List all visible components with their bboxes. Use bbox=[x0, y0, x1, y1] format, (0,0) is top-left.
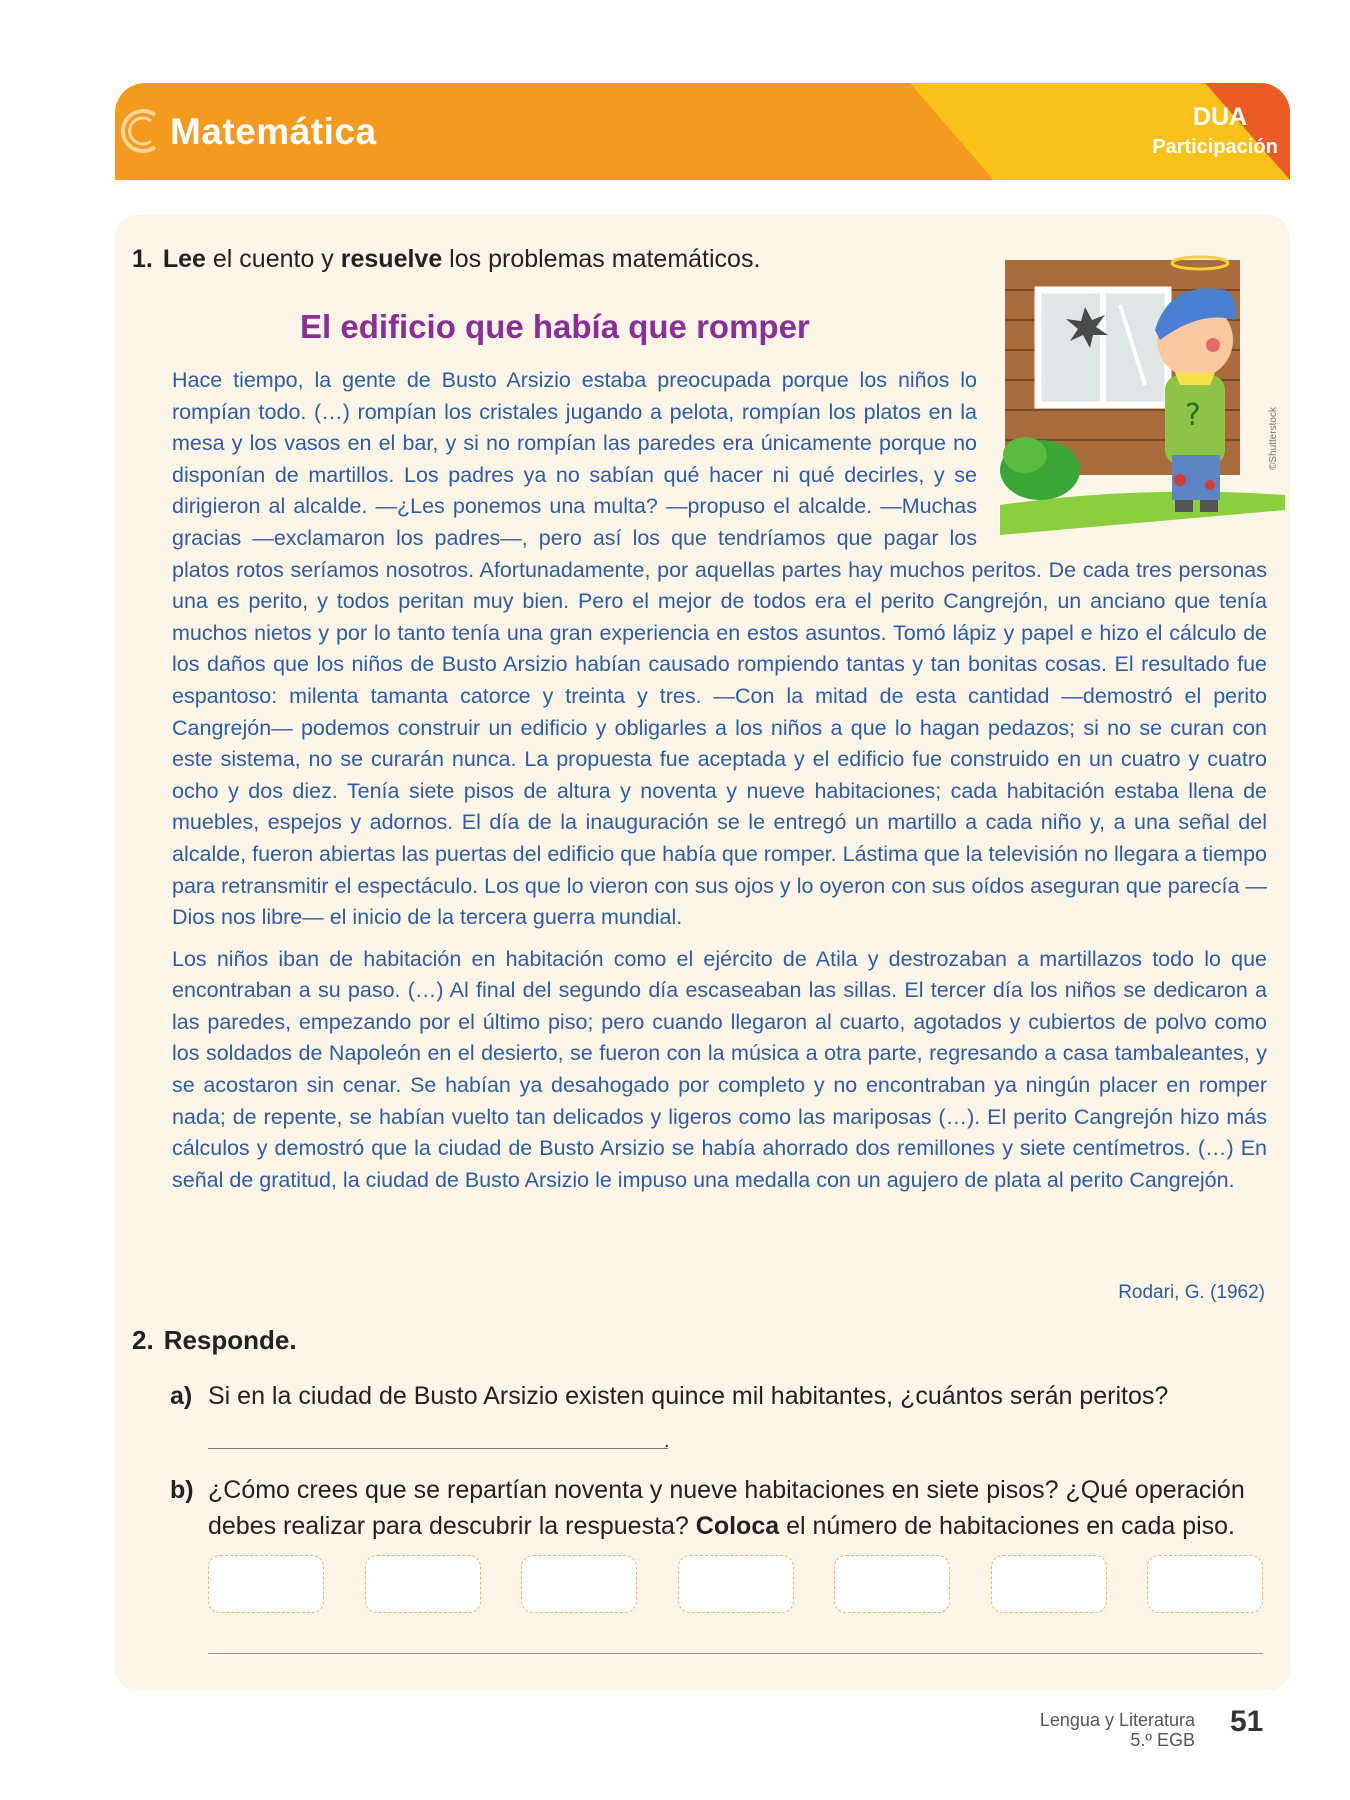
grade-label: 5.º EGB bbox=[1130, 1730, 1195, 1750]
question-verb: Coloca bbox=[695, 1512, 780, 1540]
question-text-part: el número de habitaciones en cada piso. bbox=[779, 1512, 1235, 1540]
question-text-part: ¿Cómo crees que se repartían noventa y nueve habitaciones en siete pisos? ¿Qué operación debes realizar para descubrir la respuesta? bbox=[208, 1476, 1245, 1540]
question-text: Si en la ciudad de Busto Arsizio existen quince mil habitantes, ¿cuántos serán peritos? bbox=[208, 1382, 1169, 1410]
c-logo-icon bbox=[115, 103, 167, 159]
story-paragraph bbox=[172, 365, 1267, 934]
svg-text:?: ? bbox=[1185, 398, 1201, 433]
answer-line[interactable] bbox=[208, 1653, 1263, 1654]
instruction-verb: resuelve bbox=[340, 245, 443, 273]
subject-header bbox=[115, 83, 1290, 180]
answer-period: . bbox=[664, 1430, 670, 1452]
illustration-spacer bbox=[977, 365, 1267, 553]
paragraph-text: Hace tiempo, la gente de Busto Arsizio estaba preocupada porque los niños lo rompían todo. (…) rompían los cristales jugando a pelota, rompían los platos en la mesa y los vasos en el bar, y si no rompían las paredes era únicamente porque no disponían de martillos. Los padres ya no sabían qué hacer ni qué decirles, y se dirigieron al alcalde. —¿Les ponemos una multa? —propuso el alcalde. —Muchas gracias —exclamaron los padres—, pero así los que tendríamos que pagar los platos rotos seríamos nosotros. Afortunadamente, por aquellas partes hay muchos peritos. De cada tres personas una es perito, y todos peritan muy bien. Pero el mejor de todos era el perito Cangrejón, un anciano que tenía muchos nietos y por lo tanto tenía una gran experiencia en estos asuntos. Tomó lápiz y papel e hizo el cálculo de los daños que los niños de Busto Arsizio habían causado rompiendo tantas y tan bonitas cosas. El resultado fue espantoso: milenta tamanta catorce y treinta y tres. —Con la mitad de esta cantidad —demostró el perito Cangrejón— podemos construir un edificio y obligarles a los niños a que lo hagan pedazos; si no se curan con este sistema, no se curarán nunca. La propuesta fue aceptada y el edificio fue construido en un cuatro y cuatro ocho y dos diez. Tenía siete pisos de altura y noventa y nueve habitaciones; cada habitación estaba llena de muebles, espejos y adornos. El día de la inauguración se le entregó un martillo a cada niño y, a una señal del alcalde, fueron abiertas las puertas del edificio que había que romper. Lástima que la televisión no llegara a tiempo para retransmitir el espectáculo. Los que lo vieron con sus ojos y lo oyeron con sus oídos aseguran que parecía —Dios nos libre— el inicio de la tercera guerra mundial. bbox=[172, 368, 1267, 930]
question-2-heading bbox=[132, 1325, 297, 1356]
story-title: El edificio que había que romper bbox=[300, 308, 810, 345]
story-text bbox=[172, 365, 1267, 1196]
item-letter: b) bbox=[170, 1476, 194, 1504]
image-credit: ©Shutterstock bbox=[1268, 407, 1279, 470]
question-2a bbox=[170, 1378, 1260, 1414]
answer-box[interactable] bbox=[521, 1555, 637, 1613]
page-number: 51 bbox=[1230, 1705, 1264, 1738]
book-title: Lengua y Literatura bbox=[1039, 1710, 1195, 1730]
story-source: Rodari, G. (1962) bbox=[1118, 1282, 1265, 1303]
answer-box[interactable] bbox=[834, 1555, 950, 1613]
answer-box[interactable] bbox=[678, 1555, 794, 1613]
question-number: 1. bbox=[132, 245, 153, 273]
instruction-verb: Lee bbox=[162, 245, 206, 273]
floor-answer-boxes bbox=[208, 1555, 1263, 1613]
question-number: 2. bbox=[132, 1325, 154, 1355]
question-2b bbox=[170, 1472, 1260, 1544]
item-letter: a) bbox=[170, 1382, 193, 1410]
subject-title: Matemática bbox=[170, 111, 377, 152]
answer-box[interactable] bbox=[365, 1555, 481, 1613]
instruction-text: los problemas matemáticos. bbox=[442, 245, 761, 273]
question-text bbox=[208, 1472, 1260, 1544]
answer-box[interactable] bbox=[991, 1555, 1107, 1613]
answer-box[interactable] bbox=[1147, 1555, 1263, 1613]
dua-label: DUA bbox=[1192, 103, 1248, 131]
footer-book-info bbox=[1040, 1710, 1195, 1750]
answer-box[interactable] bbox=[208, 1555, 324, 1613]
answer-line[interactable] bbox=[208, 1448, 668, 1449]
story-paragraph: Los niños iban de habitación en habitación como el ejército de Atila y destrozaban a martillazos todo lo que encontraban a su paso. (…) Al final del segundo día escaseaban las sillas. El tercer día los niños se dedicaron a las paredes, empezando por el último piso; pero cuando llegaron al cuarto, agotados y cubiertos de polvo como los soldados de Napoleón en el desierto, se fueron con la música a otra parte, regresando a casa tambaleantes, y se acostaron sin cenar. Se habían ya desahogado por completo y no encontraban ya ningún placer en romper nada; de repente, se habían vuelto tan delicados y ligeros como las mariposas (…). El perito Cangrejón hizo más cálculos y demostró que la ciudad de Busto Arsizio se había ahorrado dos remillones y siete centímetros. (…) En señal de gratitud, la ciudad de Busto Arsizio le impuso una medalla con un agujero de plata al perito Cangrejón. bbox=[172, 946, 1267, 1192]
instruction-text: el cuento y bbox=[205, 245, 341, 273]
dua-subtitle: Participación bbox=[1152, 136, 1278, 158]
question-label: Responde. bbox=[163, 1325, 297, 1355]
question-1-instruction bbox=[132, 245, 760, 274]
